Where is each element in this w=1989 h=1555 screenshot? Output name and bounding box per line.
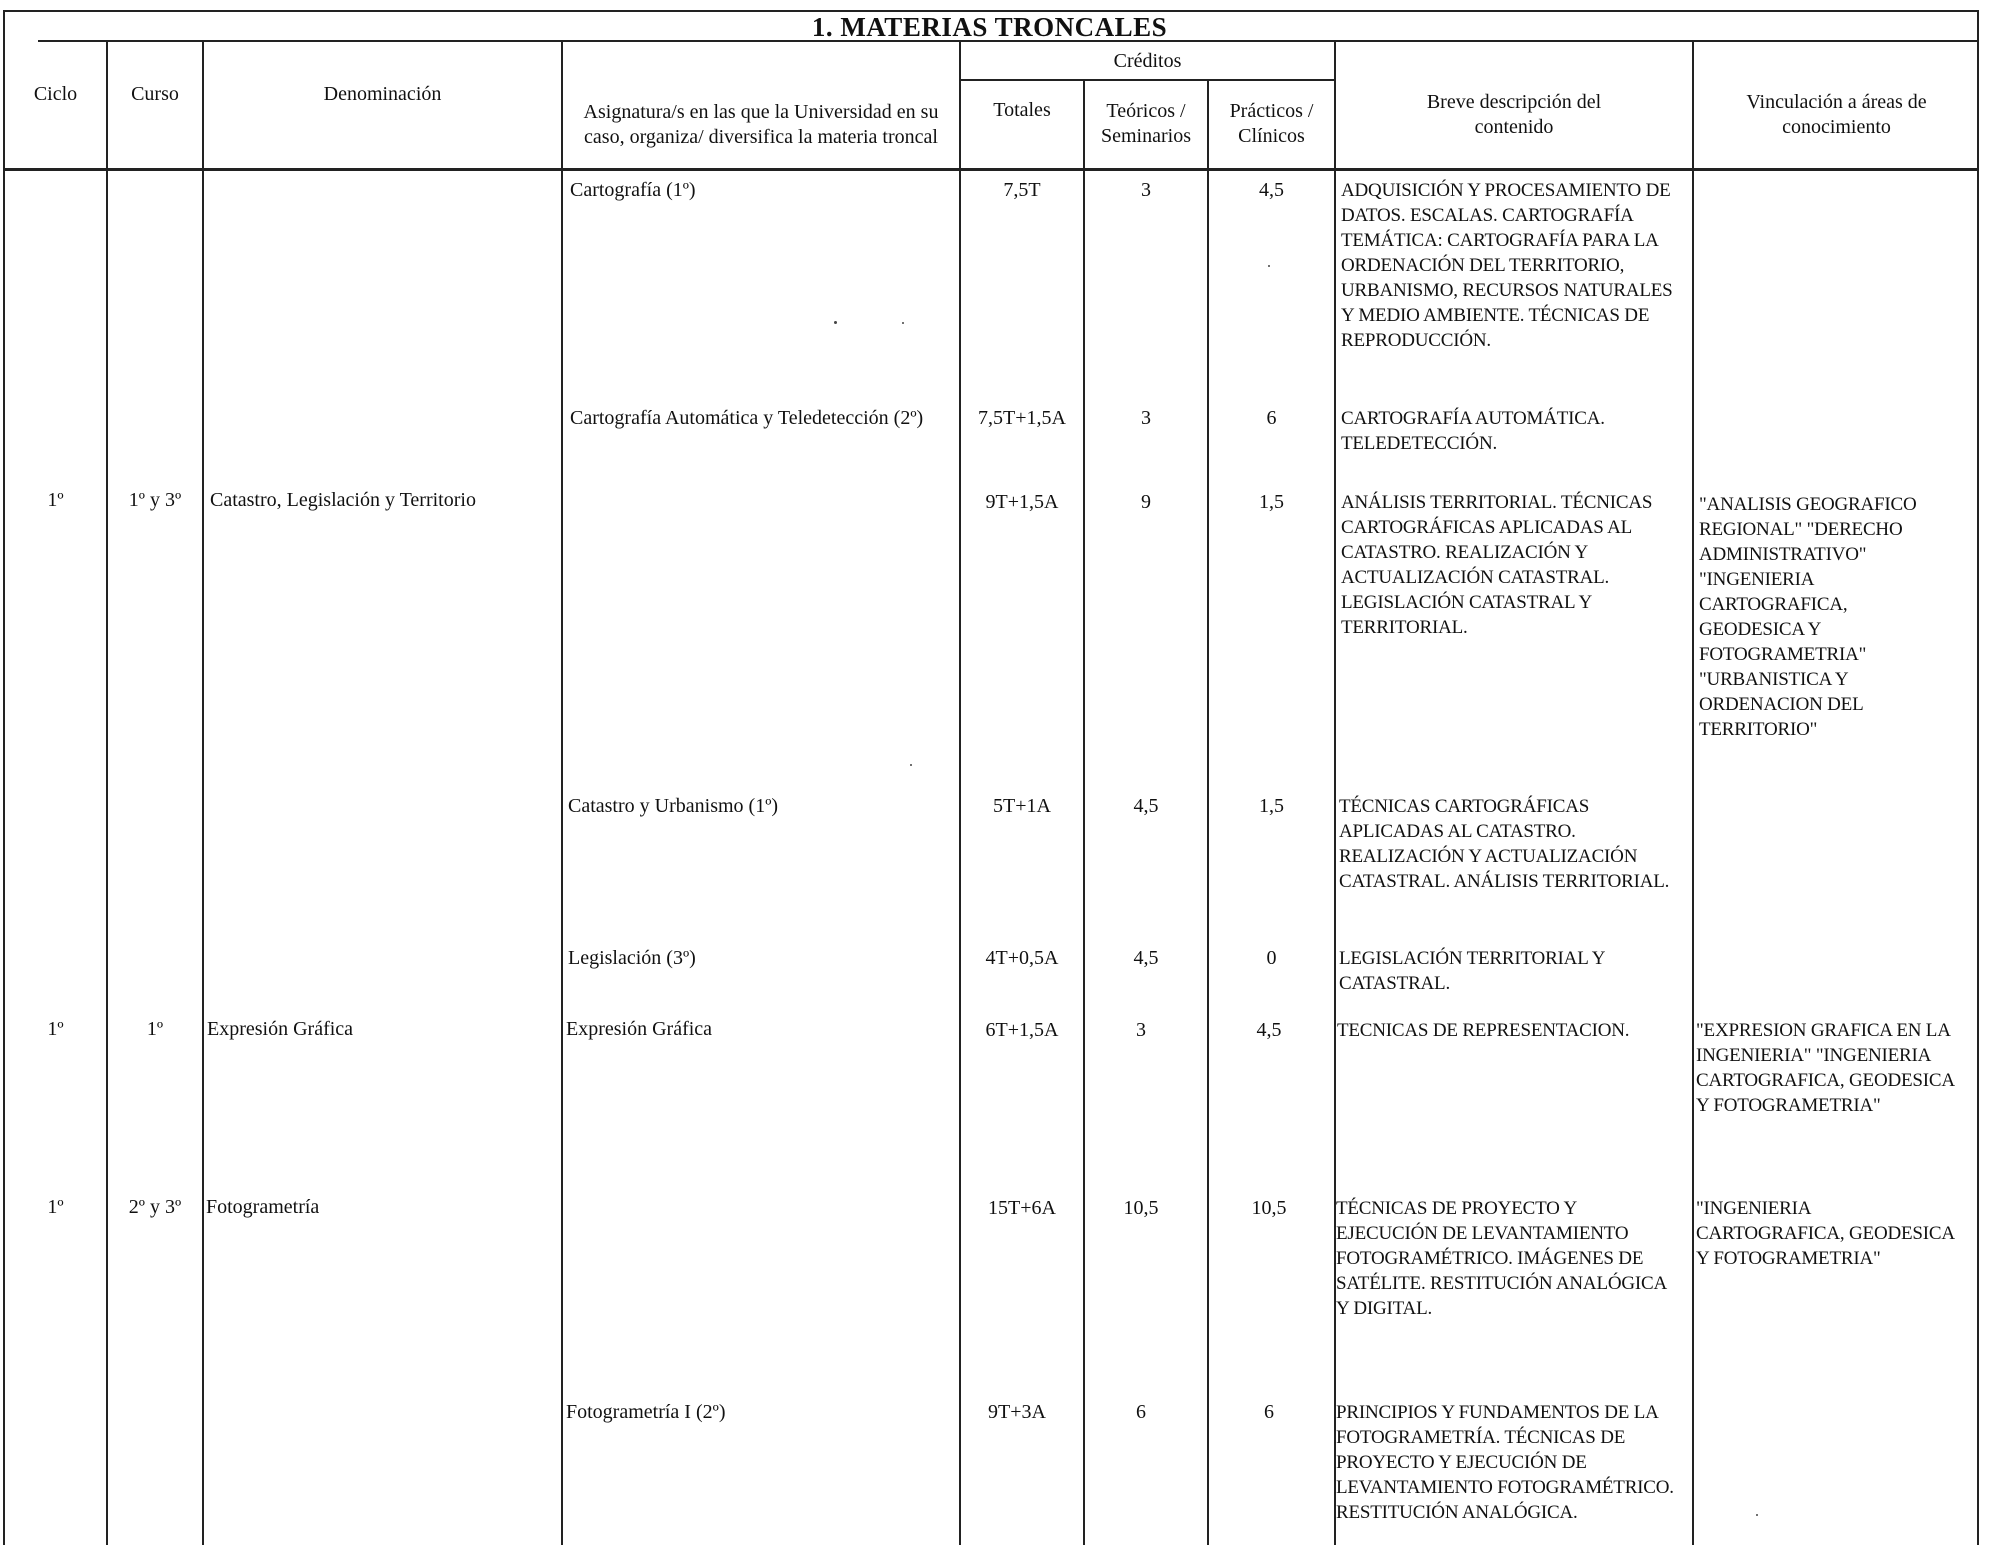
col-rule-1 <box>106 42 108 1545</box>
row4-teoricos: 4,5 <box>1133 947 1159 969</box>
row5-totales: 6T+1,5A <box>985 1019 1059 1041</box>
header-descripcion: Breve descripción del contenido <box>1426 91 1602 138</box>
header-ciclo: Ciclo <box>33 82 78 105</box>
row7-descripcion: PRINCIPIOS Y FUNDAMENTOS DE LA FOTOGRAMETRÍA. TÉCNICAS DE PROYECTO Y EJECUCIÓN DE LEVANTAMIENTO FOTOGRAMÉTRICO. RESTITUCIÓN ANALÓGICA. <box>1336 1402 1674 1523</box>
row5-vinculacion: "EXPRESION GRAFICA EN LA INGENIERIA" "INGENIERIA CARTOGRAFICA, GEODESICA Y FOTOGRAMETRIA" <box>1696 1020 1954 1116</box>
scan-speck <box>902 322 904 324</box>
row0-teoricos: 3 <box>1141 179 1151 201</box>
col-rule-3 <box>561 42 563 1545</box>
row4-totales: 4T+0,5A <box>985 947 1059 969</box>
row6-ciclo: 1º <box>47 1196 64 1218</box>
scan-speck <box>834 321 837 324</box>
col-rule-2 <box>202 42 204 1545</box>
row5-descripcion: TECNICAS DE REPRESENTACION. <box>1337 1020 1630 1041</box>
header-denominacion: Denominación <box>323 82 442 105</box>
row6-denominacion: Fotogrametría <box>206 1196 320 1218</box>
row1-practicos: 6 <box>1266 407 1277 429</box>
row5-denominacion: Expresión Gráfica <box>207 1018 354 1040</box>
row3-asignatura: Catastro y Urbanismo (1º) <box>568 795 779 817</box>
row2-practicos: 1,5 <box>1259 491 1284 513</box>
row6-descripcion: TÉCNICAS DE PROYECTO Y EJECUCIÓN DE LEVANTAMIENTO FOTOGRAMÉTRICO. IMÁGENES DE SATÉLITE. RESTITUCIÓN ANALÓGICA Y DIGITAL. <box>1336 1198 1666 1319</box>
row3-totales: 5T+1A <box>993 795 1051 817</box>
row5-curso: 1º <box>146 1018 164 1040</box>
scan-speck <box>1756 1514 1758 1516</box>
row2-curso: 1º y 3º <box>128 489 182 511</box>
row0-totales: 7,5T <box>1003 179 1041 201</box>
row3-practicos: 1,5 <box>1259 795 1284 817</box>
row1-descripcion: CARTOGRAFÍA AUTOMÁTICA. TELEDETECCIÓN. <box>1341 408 1605 454</box>
header-teoricos: Teóricos / Seminarios <box>1101 100 1191 147</box>
header-vinculacion: Vinculación a áreas de conocimiento <box>1746 91 1927 138</box>
row6-totales: 15T+6A <box>988 1197 1056 1219</box>
row2-teoricos: 9 <box>1141 491 1151 513</box>
header-curso: Curso <box>131 82 179 105</box>
row2-vinculacion: "ANALISIS GEOGRAFICO REGIONAL" "DERECHO ADMINISTRATIVO" "INGENIERIA CARTOGRAFICA, GEODESICA Y FOTOGRAMETRIA" "URBANISTICA Y ORDENACION DEL TERRITORIO" <box>1699 494 1917 740</box>
row6-practicos: 10,5 <box>1251 1197 1287 1219</box>
row1-asignatura: Cartografía Automática y Teledetección (2º) <box>570 407 924 429</box>
scan-speck <box>910 764 912 766</box>
table-title: 1. MATERIAS TRONCALES <box>811 12 1168 42</box>
header-creditos: Créditos <box>1113 49 1182 72</box>
row2-denominacion: Catastro, Legislación y Territorio <box>210 489 476 511</box>
row5-asignatura: Expresión Gráfica <box>566 1018 713 1040</box>
row2-descripcion: ANÁLISIS TERRITORIAL. TÉCNICAS CARTOGRÁFICAS APLICADAS AL CATASTRO. REALIZACIÓN Y ACTUALIZACIÓN CATASTRAL. LEGISLACIÓN CATASTRAL Y TERRITORIAL. <box>1341 492 1653 638</box>
row4-descripcion: LEGISLACIÓN TERRITORIAL Y CATASTRAL. <box>1339 948 1605 994</box>
row0-asignatura: Cartografía (1º) <box>570 179 696 201</box>
row0-descripcion: ADQUISICIÓN Y PROCESAMIENTO DE DATOS. ESCALAS. CARTOGRAFÍA TEMÁTICA: CARTOGRAFÍA PARA LA ORDENACIÓN DEL TERRITORIO, URBANISMO, RECURSOS NATURALES Y MEDIO AMBIENTE. TÉCNICAS DE REPRODUCCIÓN. <box>1341 180 1673 351</box>
row3-teoricos: 4,5 <box>1133 795 1159 817</box>
row0-practicos: 4,5 <box>1259 179 1284 201</box>
row2-ciclo: 1º <box>47 489 64 511</box>
row5-practicos: 4,5 <box>1256 1019 1282 1041</box>
row1-totales: 7,5T+1,5A <box>978 407 1066 429</box>
row6-teoricos: 10,5 <box>1123 1197 1159 1219</box>
row7-totales: 9T+3A <box>988 1401 1046 1423</box>
header-totales: Totales <box>993 98 1051 121</box>
row2-totales: 9T+1,5A <box>985 491 1059 513</box>
row7-asignatura: Fotogrametría I (2º) <box>566 1401 726 1423</box>
row4-practicos: 0 <box>1266 947 1277 969</box>
row1-teoricos: 3 <box>1141 407 1151 429</box>
row7-practicos: 6 <box>1264 1401 1274 1423</box>
scan-speck <box>1268 265 1270 267</box>
row5-teoricos: 3 <box>1136 1019 1146 1041</box>
header-practicos: Prácticos / Clínicos <box>1229 100 1314 147</box>
row6-vinculacion: "INGENIERIA CARTOGRAFICA, GEODESICA Y FOTOGRAMETRIA" <box>1696 1198 1954 1269</box>
header-bottom-rule <box>3 168 1979 171</box>
row4-asignatura: Legislación (3º) <box>568 947 696 969</box>
row6-curso: 2º y 3º <box>128 1196 182 1218</box>
col-rule-8 <box>1692 42 1694 1545</box>
row3-descripcion: TÉCNICAS CARTOGRÁFICAS APLICADAS AL CATASTRO. REALIZACIÓN Y ACTUALIZACIÓN CATASTRAL. ANÁLISIS TERRITORIAL. <box>1339 796 1670 892</box>
header-asignaturas: Asignatura/s en las que la Universidad en su caso, organiza/ diversifica la materia troncal <box>583 101 939 148</box>
row7-teoricos: 6 <box>1136 1401 1146 1423</box>
row5-ciclo: 1º <box>47 1018 64 1040</box>
